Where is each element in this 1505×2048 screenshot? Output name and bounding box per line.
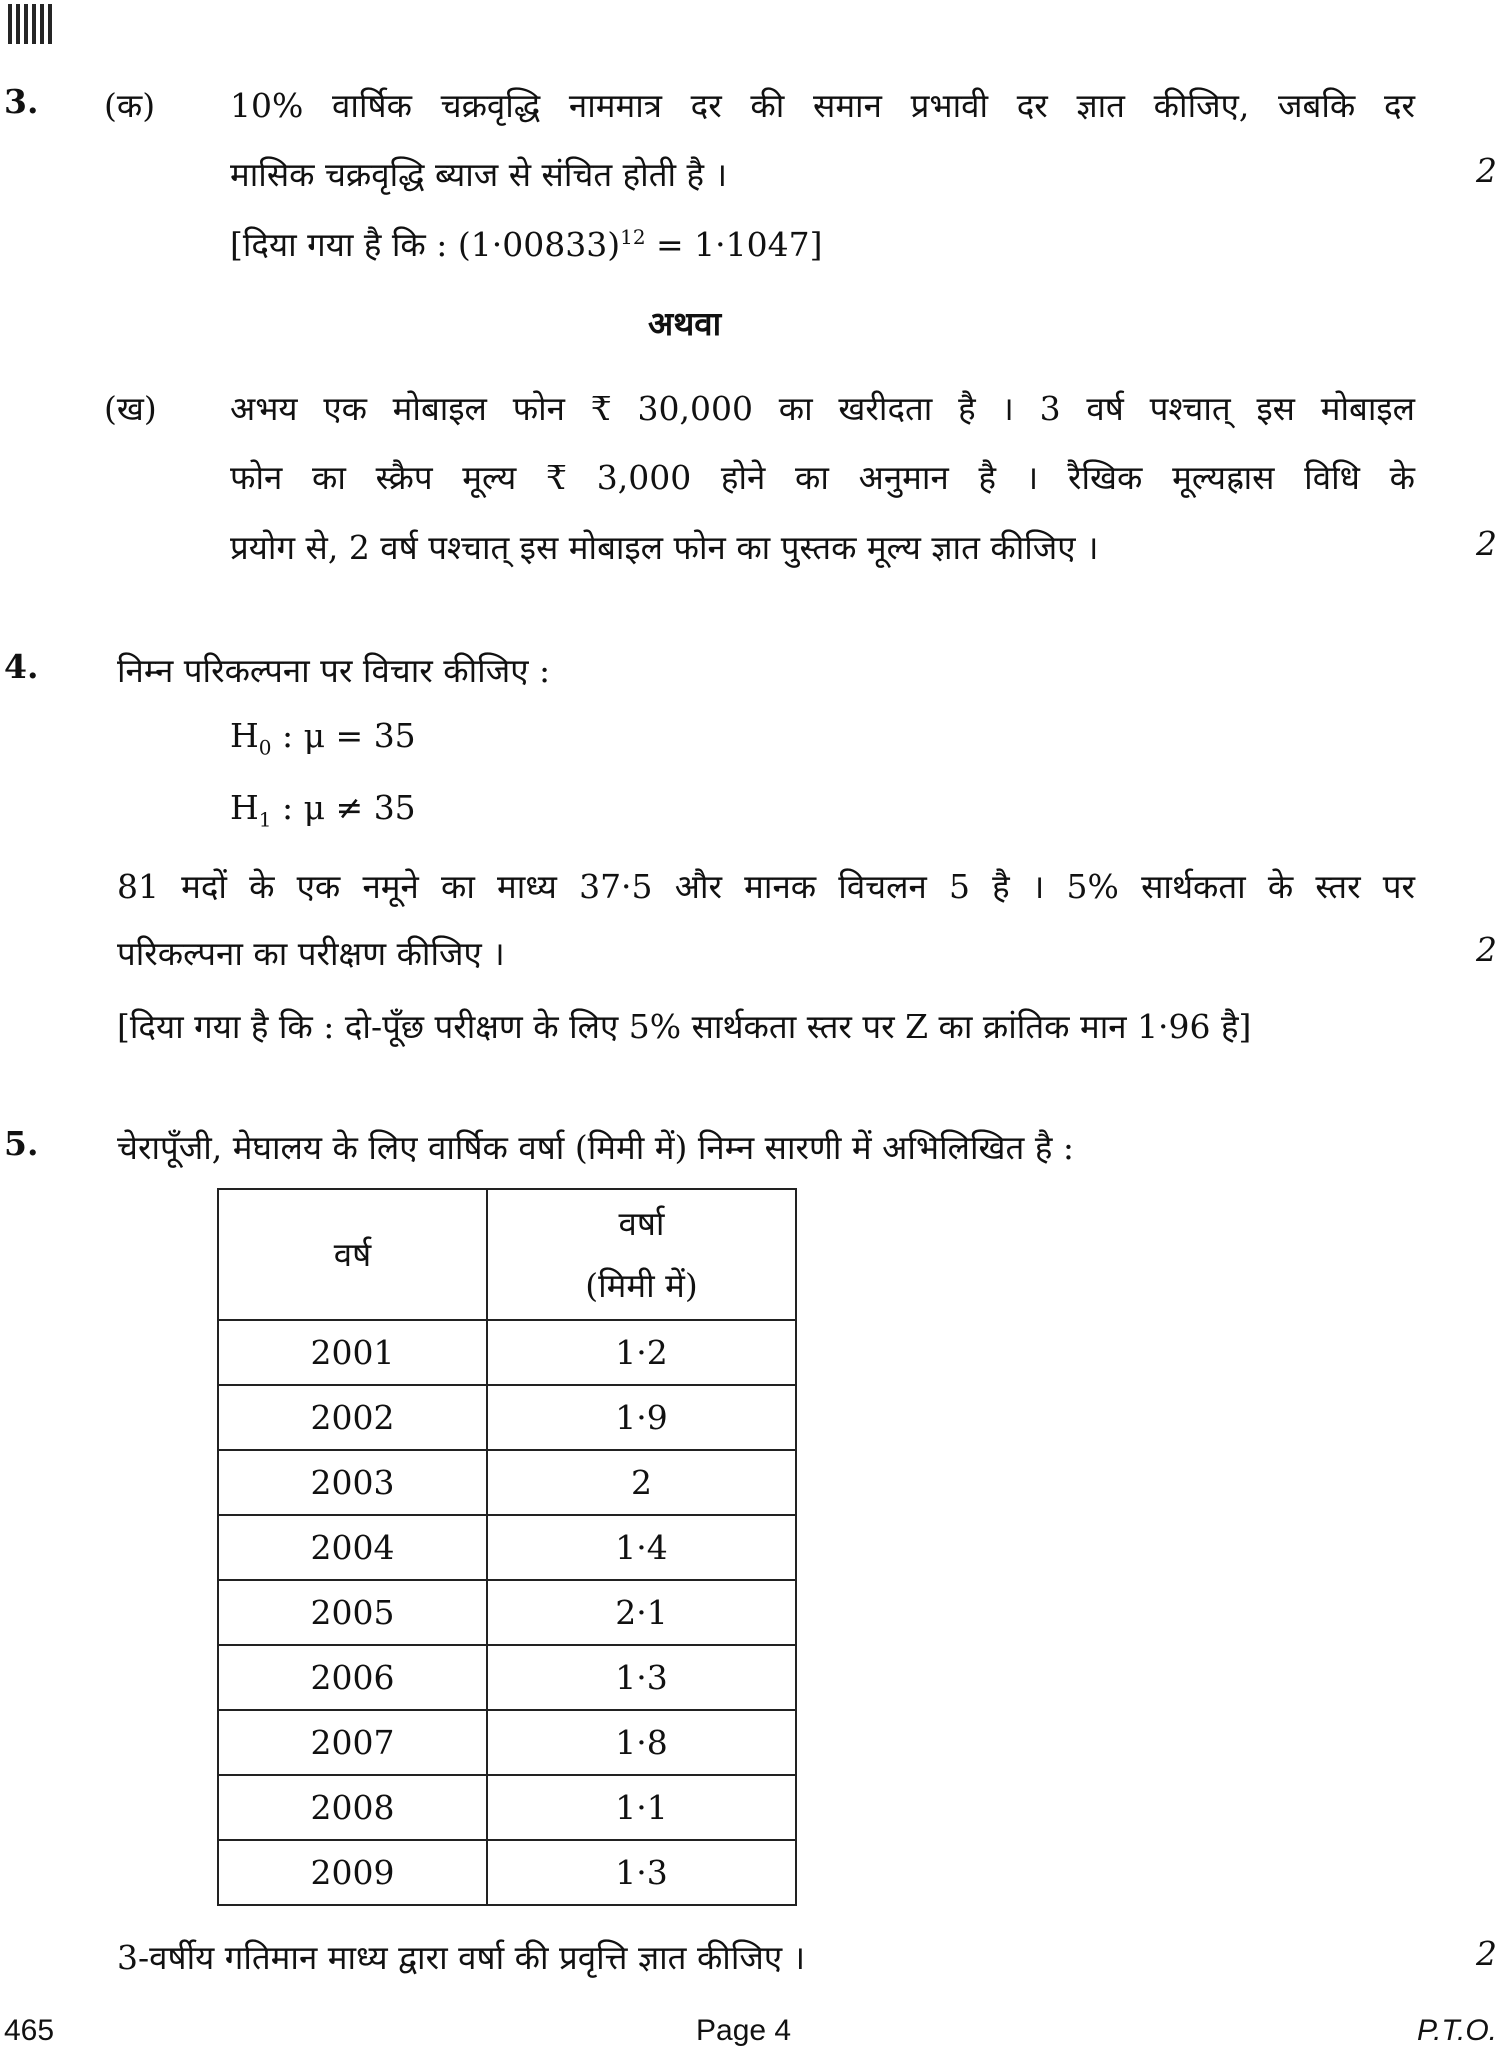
rainfall-cell: 1·9: [487, 1385, 796, 1450]
h-symbol: H: [230, 716, 259, 755]
marks: 2: [1476, 151, 1497, 190]
part-label: (क): [104, 86, 156, 125]
or-separator: अथवा: [648, 304, 722, 343]
question-number: 3.: [4, 82, 39, 121]
year-cell: 2008: [218, 1775, 487, 1840]
h-statement: : μ ≠ 35: [271, 788, 416, 827]
hypothesis-h1: [230, 788, 416, 832]
q3a-given: [230, 221, 823, 266]
paper-code: 465: [4, 2014, 55, 2047]
header-year: वर्ष: [218, 1189, 487, 1320]
table-row: [218, 1710, 796, 1775]
year-cell: 2005: [218, 1580, 487, 1645]
given-prefix: [दिया गया है कि : (1·00833): [230, 225, 621, 264]
q5-question: 3-वर्षीय गतिमान माध्य द्वारा वर्षा की प्रवृत्ति ज्ञात कीजिए ।: [117, 1938, 806, 1977]
table-row: [218, 1320, 796, 1385]
rainfall-cell: 1·3: [487, 1840, 796, 1905]
table-row: [218, 1580, 796, 1645]
rainfall-cell: 2·1: [487, 1580, 796, 1645]
q3a-line2: मासिक चक्रवृद्धि ब्याज से संचित होती है ।: [230, 155, 728, 194]
pto: P.T.O.: [1416, 2014, 1497, 2047]
year-cell: 2009: [218, 1840, 487, 1905]
qr-code: [8, 4, 56, 44]
rainfall-cell: 1·1: [487, 1775, 796, 1840]
q4-intro: निम्न परिकल्पना पर विचार कीजिए :: [117, 651, 551, 690]
h-subscript: 0: [258, 735, 272, 760]
table-row: [218, 1775, 796, 1840]
q4-given: [दिया गया है कि : दो-पूँछ परीक्षण के लिए 5% सार्थकता स्तर पर Z का क्रांतिक मान 1·96 है]: [117, 1007, 1252, 1046]
q5-intro: चेरापूँजी, मेघालय के लिए वार्षिक वर्षा (मिमी में) निम्न सारणी में अभिलिखित है :: [117, 1128, 1074, 1167]
rainfall-cell: 1·2: [487, 1320, 796, 1385]
header-rainfall-unit: (मिमी में): [585, 1265, 698, 1305]
page-number: Page 4: [696, 2014, 792, 2047]
h-symbol: H: [230, 788, 259, 827]
exponent: 12: [620, 225, 646, 249]
table-row: [218, 1385, 796, 1450]
q3b-line3: प्रयोग से, 2 वर्ष पश्चात् इस मोबाइल फोन का पुस्तक मूल्य ज्ञात कीजिए ।: [230, 528, 1099, 567]
q3b-line1: अभय एक मोबाइल फोन ₹ 30,000 का खरीदता है । 3 वर्ष पश्चात् इस मोबाइल: [230, 389, 1415, 428]
year-cell: 2002: [218, 1385, 487, 1450]
year-cell: 2001: [218, 1320, 487, 1385]
given-suffix: = 1·1047]: [645, 225, 823, 264]
year-cell: 2004: [218, 1515, 487, 1580]
marks: 2: [1476, 930, 1497, 969]
year-cell: 2003: [218, 1450, 487, 1515]
year-cell: 2007: [218, 1710, 487, 1775]
question-number: 5.: [4, 1124, 39, 1163]
rainfall-cell: 1·4: [487, 1515, 796, 1580]
table-row: [218, 1840, 796, 1905]
h-statement: : μ = 35: [271, 716, 416, 755]
question-number: 4.: [4, 647, 39, 686]
h-subscript: 1: [258, 807, 272, 832]
year-cell: 2006: [218, 1645, 487, 1710]
q3b-line2: फोन का स्क्रैप मूल्य ₹ 3,000 होने का अनुमान है । रैखिक मूल्यह्रास विधि के: [230, 458, 1415, 497]
rainfall-cell: 1·8: [487, 1710, 796, 1775]
rainfall-cell: 1·3: [487, 1645, 796, 1710]
rainfall-cell: 2: [487, 1450, 796, 1515]
marks: 2: [1476, 1934, 1497, 1973]
marks: 2: [1476, 524, 1497, 563]
q3a-line1: 10% वार्षिक चक्रवृद्धि नाममात्र दर की समान प्रभावी दर ज्ञात कीजिए, जबकि दर: [230, 86, 1415, 125]
header-rainfall: [487, 1189, 796, 1320]
part-label: (ख): [104, 389, 157, 428]
table-row: [218, 1450, 796, 1515]
q4-line2: परिकल्पना का परीक्षण कीजिए ।: [117, 934, 505, 973]
table-header-row: [218, 1189, 796, 1320]
hypothesis-h0: [230, 716, 416, 760]
table-row: [218, 1515, 796, 1580]
q4-line1: 81 मदों के एक नमूने का माध्य 37·5 और मानक विचलन 5 है । 5% सार्थकता के स्तर पर: [117, 867, 1415, 906]
table-row: [218, 1645, 796, 1710]
header-rainfall-label: वर्षा: [618, 1203, 665, 1243]
rainfall-table: [217, 1188, 797, 1906]
